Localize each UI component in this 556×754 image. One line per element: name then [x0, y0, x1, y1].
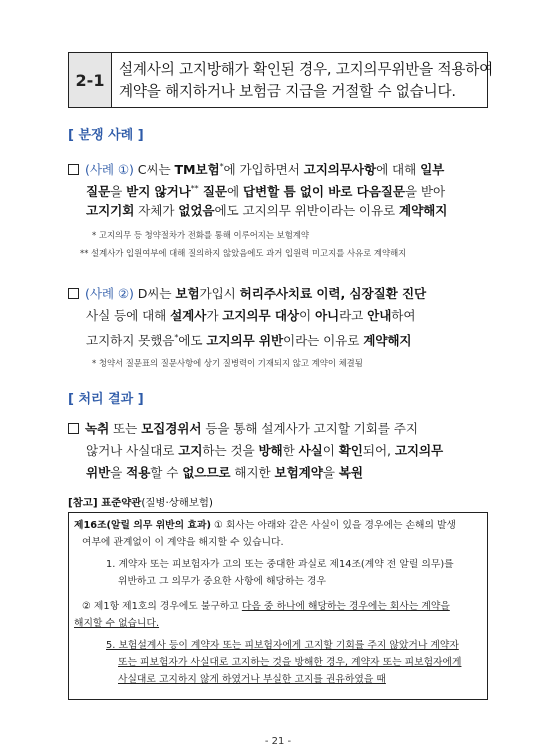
- checkbox-icon: [68, 164, 79, 175]
- section-title: [119, 59, 494, 103]
- page-number: - 21 -: [264, 736, 292, 747]
- case-2-footnote-1: * 청약서 질문표의 질문사항에 상기 질병력이 기재되지 않고 계약이 체결됨: [92, 358, 363, 368]
- section-header-box: [68, 52, 494, 108]
- reference-item-5-line-1: 5. 보험설계사 등이 계약자 또는 피보험자에게 고지할 기회를 주지 않았거나 계약자: [106, 640, 459, 651]
- case-1-footnote-2: ** 설계사가 입원여부에 대해 질의하지 않았음에도 과거 입원력 미고지를 사유로 계약해지: [80, 248, 407, 258]
- result-line-2: 않거나 사실대로 고지하는 것을 방해한 사실이 확인되어, 고지의무: [86, 443, 444, 458]
- reference-item-1-line-2: 위반하고 그 의무가 중요한 사항에 해당하는 경우: [118, 576, 326, 587]
- reference-para-2-line-1: ② 제1항 제1호의 경우에도 불구하고 다음 중 하나에 해당하는 경우에는 회사는 계약을: [82, 601, 450, 612]
- result-heading: [ 처리 결과 ]: [68, 392, 144, 407]
- section-number: 2-1: [69, 53, 112, 107]
- result-line-1: 녹취 또는 모집경위서 등을 통해 설계사가 고지할 기회를 주지: [68, 418, 418, 440]
- case-2-line-1: (사례 ②) D씨는 보험가입시 허리주사치료 이력, 심장질환 진단: [68, 283, 426, 305]
- case-1-line-2: 질문을 받지 않거나** 질문에 답변할 틈 없이 바로 다음질문을 받아: [86, 184, 446, 200]
- reference-item-1-line-1: 1. 계약자 또는 피보험자가 고의 또는 중대한 과실로 제14조(계약 전 알릴 의무)를: [106, 559, 454, 570]
- reference-para-2-line-2: 해지할 수 없습니다.: [74, 618, 160, 629]
- checkbox-icon: [68, 423, 79, 434]
- dispute-cases-heading: [ 분쟁 사례 ]: [68, 128, 144, 143]
- case-2-tag: (사례 ②): [85, 286, 134, 301]
- case-2-line-3: 고지하지 못했음*에도 고지의무 위반이라는 이유로 계약해지: [86, 333, 412, 349]
- case-1-line-3: 고지기회 자체가 없었음에도 고지의무 위반이라는 이유로 계약해지: [86, 203, 448, 218]
- case-1-footnote-1: * 고지의무 등 청약절차가 전화를 통해 이루어지는 보험계약: [92, 230, 309, 240]
- section-title-line-2: 계약을 해지하거나 보험금 지급을 거절할 수 없습니다.: [119, 83, 456, 100]
- reference-item-5-line-2: 또는 피보험자가 사실대로 고지하는 것을 방해한 경우, 계약자 또는 피보험자에게: [118, 657, 462, 668]
- reference-label: [참고] 표준약관(질병·상해보험): [68, 497, 213, 509]
- case-1-line-1: (사례 ①) C씨는 TM보험*에 가입하면서 고지의무사항에 대해 일부: [68, 156, 444, 181]
- checkbox-icon: [68, 288, 79, 299]
- section-title-line-1: 설계사의 고지방해가 확인된 경우, 고지의무위반을 적용하여: [119, 61, 494, 78]
- case-1-tag: (사례 ①): [85, 162, 134, 178]
- result-line-3: 위반을 적용할 수 없으므로 해지한 보험계약을 복원: [86, 465, 363, 480]
- article-title: 제16조(알릴 의무 위반의 효과): [74, 520, 211, 531]
- reference-article-line-1: 제16조(알릴 의무 위반의 효과) ① 회사는 아래와 같은 사실이 있을 경우에는 손해의 발생: [74, 520, 456, 531]
- reference-article-line-2: 여부에 관계없이 이 계약을 해지할 수 있습니다.: [82, 537, 284, 548]
- reference-item-5-line-3: 사실대로 고지하지 않게 하였거나 부실한 고지를 권유하였을 때: [118, 674, 386, 685]
- case-2-line-2: 사실 등에 대해 설계사가 고지의무 대상이 아니라고 안내하여: [86, 308, 416, 323]
